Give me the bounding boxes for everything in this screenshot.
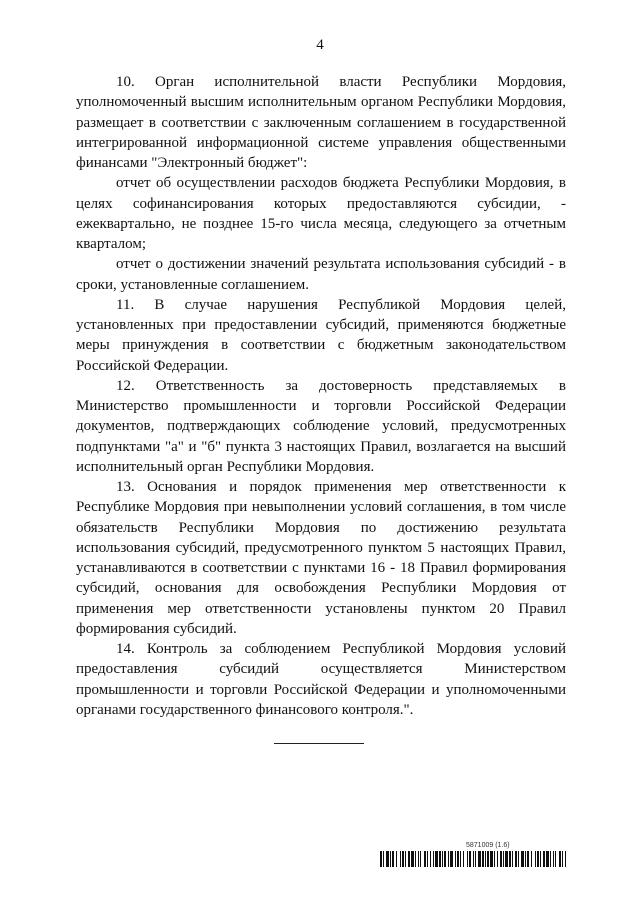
barcode-bar: [515, 851, 517, 867]
barcode-bar: [433, 851, 434, 867]
barcode-bar: [531, 851, 532, 867]
barcode-bar: [565, 851, 566, 867]
paragraph-result-report: отчет о достижении значений результата использования субсидий - в сроки, установленные соглашением.: [76, 256, 566, 293]
paragraph-14: 14. Контроль за соблюдением Республикой Мордовия условий предоставления субсидий осуществляется Министерством промышленности и торговли Российской Федерации и уполномоченными органами государственного финансового контроля.".: [76, 641, 566, 718]
barcode-bar: [386, 851, 389, 867]
barcode-bar: [475, 851, 476, 867]
barcode-bar: [442, 851, 443, 867]
barcode-bar: [400, 851, 401, 867]
paragraph-12: 12. Ответственность за достоверность представляемых в Министерство промышленности и торговли Российской Федерации документов, подтверждающих соблюдение условий, предусмотренных подпунктами "а" и "б" пункта 3 настоящих Правил, возлагается на высший исполнительный орган Республики Мордовия.: [76, 377, 566, 475]
page-number: 4: [316, 37, 324, 53]
barcode-bar: [497, 851, 498, 867]
separator-line: [274, 743, 364, 744]
paragraph-11: 11. В случае нарушения Республикой Мордовия целей, установленных при предоставлении субсидий, применяются бюджетные меры принуждения в соответствии с бюджетным законодательством Российской Федерации.: [76, 296, 566, 374]
barcode-bar: [380, 851, 382, 867]
barcode-bar: [525, 851, 526, 867]
barcode-bar: [553, 851, 554, 867]
barcode-bar: [455, 851, 456, 867]
barcode-bar: [478, 851, 481, 867]
document-body: [76, 72, 566, 720]
barcode-bar: [494, 851, 495, 867]
barcode-bar: [402, 851, 404, 867]
barcode-bar: [490, 851, 493, 867]
barcode-bar: [424, 851, 426, 867]
barcode-bar: [463, 851, 464, 867]
barcode-bar: [503, 851, 504, 867]
barcode-bar: [450, 851, 453, 867]
barcode-bar: [559, 851, 561, 867]
barcode-bar: [521, 851, 524, 867]
barcode-icon: [380, 851, 568, 867]
barcode-bar: [505, 851, 508, 867]
barcode-bar: [427, 851, 428, 867]
barcode-bar: [392, 851, 394, 867]
barcode-bar: [418, 851, 419, 867]
barcode-bar: [390, 851, 391, 867]
barcode-bar: [512, 851, 513, 867]
document-code: 5871009 (1.6): [466, 842, 510, 849]
barcode-bar: [457, 851, 459, 867]
barcode-bar: [396, 851, 397, 867]
paragraph-13: 13. Основания и порядок применения мер ответственности к Республике Мордовия при невыполнении условий соглашения, в том числе обязательств Республики Мордовия по достижению результата использования субсидий, предусмотренного пунктом 5 настоящих Правил, устанавливаются в соответствии с пунктами 16 - 18 Правил формирования субсидий, основания для освобождения Республики Мордовия от применения мер ответственности установлены пунктом 20 Правил формирования субсидий.: [76, 479, 566, 637]
barcode-bar: [405, 851, 406, 867]
barcode-bar: [473, 851, 474, 867]
barcode-bar: [408, 851, 410, 867]
barcode-bar: [448, 851, 449, 867]
barcode-bar: [485, 851, 486, 867]
barcode-bar: [415, 851, 416, 867]
barcode-bar: [535, 851, 536, 867]
barcode-bar: [469, 851, 471, 867]
barcode-bar: [540, 851, 541, 867]
barcode-bar: [500, 851, 502, 867]
barcode-bar: [435, 851, 438, 867]
barcode-bar: [555, 851, 556, 867]
barcode-bar: [420, 851, 421, 867]
paragraph-10: 10. Орган исполнительной власти Республики Мордовия, уполномоченный высшим исполнительным органом Республики Мордовия, размещает в соответствии с заключенным соглашением в государственной интегрированной информационной системе управления общественными финансами "Электронный бюджет":: [76, 74, 566, 171]
barcode-bar: [518, 851, 519, 867]
barcode-bar: [444, 851, 446, 867]
barcode-bar: [546, 851, 549, 867]
barcode-bar: [467, 851, 468, 867]
barcode-bar: [482, 851, 484, 867]
barcode-bar: [509, 851, 511, 867]
paragraph-expense-report: отчет об осуществлении расходов бюджета Республики Мордовия, в целях софинансирования которых предоставляются субсидии, - ежеквартально, не позднее 15-го числа месяца, следующего за отчетным кварталом;: [76, 175, 566, 252]
barcode-bar: [460, 851, 461, 867]
barcode-bar: [543, 851, 545, 867]
barcode-bar: [487, 851, 489, 867]
barcode-bar: [430, 851, 431, 867]
barcode-bar: [550, 851, 551, 867]
barcode-bar: [527, 851, 529, 867]
barcode-bar: [383, 851, 384, 867]
barcode-bar: [562, 851, 563, 867]
barcode-bar: [537, 851, 539, 867]
barcode-bar: [411, 851, 414, 867]
barcode-bar: [439, 851, 441, 867]
